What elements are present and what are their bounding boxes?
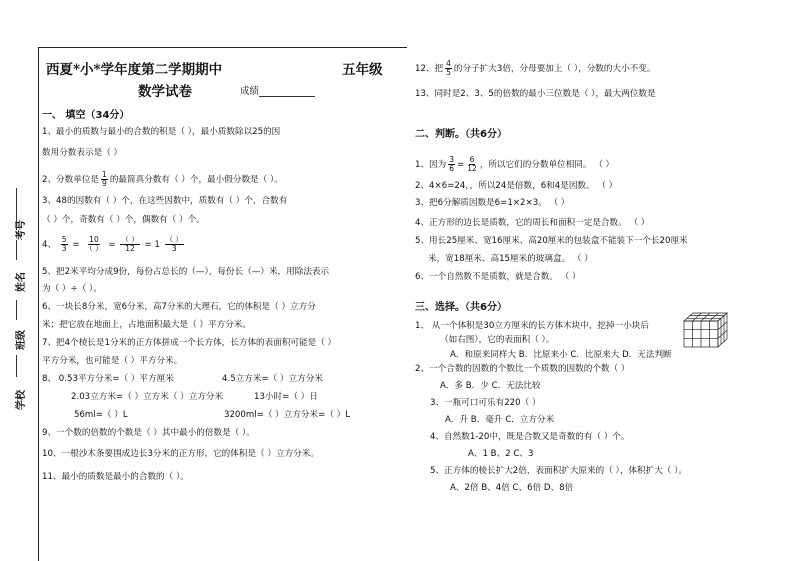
s1-q4-frac4	[165, 236, 184, 253]
section1-heading: 一、 填空（34分）	[42, 110, 130, 121]
s1-q6-line2: 米；把它放在地面上，占地面积最大是（ ）平方分米。	[42, 320, 251, 330]
s1-q8-row3-b: 3200ml=（ ）立方分米=（ ）L	[224, 410, 351, 420]
s1-q12-post: 的分子扩大3倍，分母要加上（ ），分数的大小不变。	[453, 64, 656, 74]
s2-q3: 3、把6分解质因数是6=1×2×3。 （ ）	[415, 198, 570, 208]
s1-q9: 9、一个数的倍数的个数是（ ）其中最小的倍数是（ ）。	[42, 428, 255, 438]
s3-q5: 5、正方体的棱长扩大2倍，表面积扩大原来的（ ），体积扩大（ ）。	[430, 466, 688, 476]
score-blank[interactable]	[259, 87, 315, 97]
xingming-line	[16, 240, 18, 260]
fraction-numerator: 10	[89, 235, 99, 244]
s2-q5-line1: 5、用长25厘米、宽16厘米、高20厘米的包装盒不能装下一个长20厘米	[415, 236, 688, 246]
s1-q8-row3-a: 56ml=（ ）L	[74, 410, 128, 420]
s1-q8-row2-a: 2.03立方米=（ ）立方米（ ）立方分米	[71, 392, 224, 402]
section3-heading: 三、选择。（共6分）	[415, 302, 507, 313]
s3-q2: 2、一个合数的因数的个数比一个质数的因数的个数（ ）	[415, 364, 630, 374]
s1-q8-row1-a: 8、 0.53平方分米=（ ）平方厘米	[42, 374, 174, 384]
s1-q8-row1-b: 4.5立方米=（ ）立方分米	[222, 374, 323, 384]
equals-sign: =	[108, 240, 116, 250]
kaohao-label: 考号	[16, 220, 27, 240]
kaohao-line	[16, 188, 18, 230]
equals-sign: =	[72, 240, 80, 250]
fraction-numerator: （ ）	[121, 235, 139, 244]
s1-q2-post: 的最简真分数有（ ）个，最小假分数是（ ）。	[109, 175, 283, 185]
s1-q12-pre: 12、把	[415, 64, 444, 74]
fraction-denominator: 3	[61, 244, 67, 253]
exam-subtitle: 数学试卷	[138, 84, 192, 100]
s1-q4-frac2	[84, 236, 103, 253]
fraction-numerator: 1	[102, 170, 107, 179]
s1-q4-frac3	[120, 236, 139, 253]
s1-q3-line1: 3、48的因数有（ ）个，在这些因数中，质数有（ ）个，合数有	[42, 196, 288, 206]
s2-q1-post: ，所以它们的分数单位相同。 （ ）	[479, 160, 615, 170]
s2-q1-pre: 1、因为	[415, 160, 447, 170]
equals-sign: =	[457, 160, 465, 170]
s1-q12-fraction	[445, 60, 452, 77]
s1-q1-line2: 数用分数表示是（ ）	[42, 148, 123, 158]
s1-q7-line1: 7、把4个棱长是1分米的正方体拼成一个长方体，长方体的表面积可能是（ ）	[42, 338, 337, 348]
s1-q1-line1: 1、最小的质数与最小的合数的积是（ ），最小质数除以25的因	[42, 127, 281, 137]
s1-q13: 13、同时是2、3、5的倍数的最小三位数是（ ），最大两位数是	[415, 89, 656, 99]
s1-q6-line1: 6、一块长8分米，宽6分米，高7分米的大理石，它的体积是（ ）立方分	[42, 302, 316, 312]
exam-title: 西夏*小*学年度第二学期期中	[46, 62, 223, 78]
fraction-numerator: 4	[446, 59, 451, 68]
fraction-numerator: 6	[469, 155, 475, 164]
s3-q5-options: A、2倍 B、4倍 C、6倍 D、8倍	[450, 483, 574, 493]
s2-q2: 2、4×6=24，，所以24是倍数，6和4是因数。 （ ）	[415, 181, 618, 191]
xuexiao-line	[16, 355, 18, 377]
score-field[interactable]	[240, 86, 315, 97]
cuboid-figure	[683, 312, 729, 350]
s1-q2-fraction	[101, 171, 108, 188]
fraction-denominator: 3	[171, 244, 177, 253]
score-label: 成绩	[240, 86, 260, 97]
s3-q3: 3、一瓶可口可乐有220（ ）	[430, 398, 541, 408]
s3-q2-options: A．多 B．少 C．无法比较	[440, 381, 541, 391]
xingming-label: 姓名	[16, 272, 27, 292]
grade-label: 五年级	[342, 62, 383, 78]
fraction-denominator: 12	[125, 244, 135, 253]
s1-q10: 10、一根沙木条要围成边长3分米的正方形，它的体积是（ ）立方分米。	[42, 449, 319, 459]
s2-q5-line2: 米，宽18厘米、高15厘米的玻璃盒。 （ ）	[428, 254, 593, 264]
fraction-denominator: 9	[102, 179, 107, 188]
fraction-denominator: 6	[449, 164, 455, 173]
s1-q3-line2: （ ）个，奇数有（ ）个，偶数有（ ）个。	[42, 215, 205, 225]
s1-q7-line2: 平方分米，也可能是（ ）平方分米。	[42, 356, 183, 366]
s3-q3-options: A．升 B．毫升 C．立方分米	[445, 415, 555, 425]
equals-one: = 1	[144, 240, 160, 250]
s3-q1-options: A．和原来同样大 B．比原来小 C．比原来大 D．无法判断	[450, 350, 672, 360]
s1-q11: 11、最小的质数是最小的合数的（ ）。	[42, 472, 189, 482]
fraction-numerator: 5	[61, 235, 67, 244]
fraction-denominator: 5	[446, 68, 451, 77]
s1-q4	[42, 236, 186, 253]
fraction-denominator: 12	[467, 164, 477, 173]
s2-q1-frac2	[466, 156, 478, 173]
banji-line	[16, 300, 18, 320]
section2-heading: 二、判断。（共6分）	[415, 129, 507, 140]
s1-q4-frac1	[61, 236, 68, 253]
s1-q2-pre: 2、分数单位是	[42, 175, 100, 185]
s2-q6: 6、一个自然数不是质数，就是合数。 （ ）	[415, 272, 581, 282]
s1-q8-row2-b: 13小时=（ ）日	[254, 392, 318, 402]
fraction-numerator: （ ）	[165, 235, 183, 244]
s1-q2	[42, 171, 283, 188]
s3-q4-options: A、1 B、2 C、3	[468, 449, 534, 459]
s1-q12	[415, 60, 655, 77]
s2-q1-frac1	[448, 156, 455, 173]
s1-q5-line1: 5、把2米平均分成9份，每份占总长的（—），每份长（—）米，用除法表示	[42, 267, 330, 277]
banji-label: 班级	[16, 330, 27, 350]
s3-q4: 4、自然数1-20中，既是合数又是奇数的有（ ）个。	[430, 432, 630, 442]
s3-q1-line1: 1、 从一个体积是30立方厘米的长方体木块中，挖掉一小块后	[415, 321, 649, 331]
fraction-denominator: （ ）	[85, 244, 103, 253]
s1-q5-line2: 为（ ）÷（ ）。	[42, 284, 102, 294]
s3-q1-line2: （如右图），它的表面积（ ）。	[440, 335, 555, 345]
xuexiao-label: 学校	[16, 390, 27, 410]
fraction-numerator: 3	[449, 155, 455, 164]
s2-q1	[415, 156, 614, 173]
s1-q4-pre: 4、	[42, 240, 57, 250]
s2-q4: 4、正方形的边长是质数，它的周长和面积一定是合数。 （ ）	[415, 218, 650, 228]
